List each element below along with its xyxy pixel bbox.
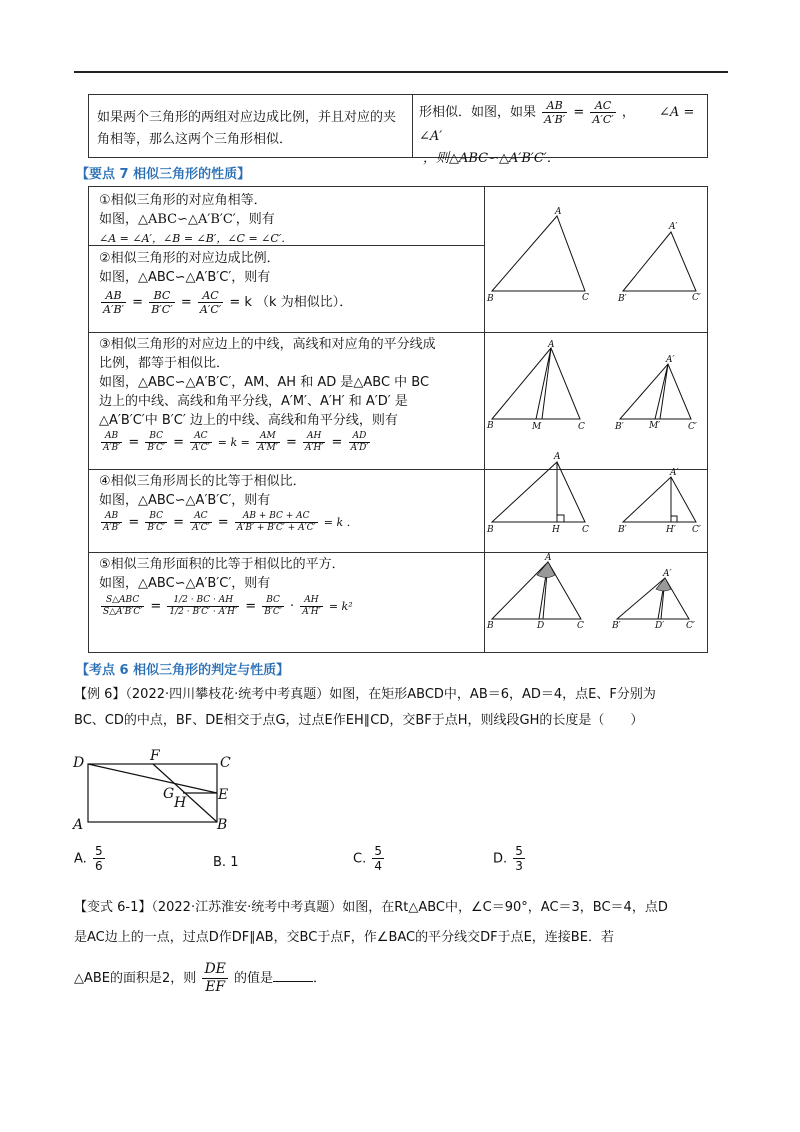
svg-text:B: B <box>487 421 494 431</box>
option-b[interactable]: B. 1 <box>213 855 239 870</box>
svg-text:C′: C′ <box>688 422 697 432</box>
option-c[interactable]: C. $\frac{5}{4}$ <box>353 844 382 874</box>
svg-text:A′: A′ <box>666 355 675 365</box>
property-4: ④相似三角形周长的比等于相似比． 如图，△ABC∽△A′B′C′，则有 $\frac{AB}{A'B'}$ = $\frac{BC}{B'C'}$ = $\frac{AC}{A'C'}$ = $\frac{AB + BC + AC}{A'B' + B'C' + A'C'}$ = k ． <box>99 474 358 533</box>
svg-text:C: C <box>578 422 585 432</box>
svg-text:A′: A′ <box>663 569 672 579</box>
svg-text:A′: A′ <box>670 468 679 478</box>
svg-text:H: H <box>552 525 560 535</box>
criteria-text: 如果两个三角形的两组对应边成比例，并且对应的夹角相等，那么这两个三角形相似． <box>89 95 413 157</box>
section-heading-6: 【考点 6 相似三角形的判定与性质】 <box>76 663 290 678</box>
svg-text:M: M <box>532 422 542 432</box>
svg-text:H′: H′ <box>666 525 676 535</box>
svg-text:A: A <box>548 340 555 350</box>
svg-text:D: D <box>73 755 85 771</box>
fraction-ac: $\frac{AC}{A'C'}$ <box>592 99 614 127</box>
rectangle-figure <box>68 748 238 836</box>
svg-text:A′: A′ <box>669 222 678 232</box>
svg-text:C: C <box>577 621 584 631</box>
svg-text:C′: C′ <box>686 621 695 631</box>
variant-6-1-text: 【变式 6-1】（2022·江苏淮安·统考中考真题）如图，在Rt△ABC中，∠C＝90°，AC＝3，BC＝4，点D 是AC边上的一点，过点D作DF∥AB，交BC于点F，作∠BAC的平分线交DF于点E，连接BE．若 △ABE的面积是2，则 $\frac{DE}{EF}$ 的值是 ． <box>74 900 668 995</box>
svg-text:G: G <box>163 786 175 802</box>
svg-text:B: B <box>487 294 494 304</box>
svg-text:B′: B′ <box>612 621 621 631</box>
similar-triangles-figures <box>485 187 707 652</box>
svg-text:E: E <box>218 787 229 803</box>
header-rule <box>74 71 728 73</box>
option-a[interactable]: A. $\frac{5}{6}$ <box>74 844 103 874</box>
property-2: ②相似三角形的对应边成比例． 如图，△ABC∽△A′B′C′，则有 $\frac{AB}{A'B'}$ = $\frac{BC}{B'C'}$ = $\frac{AC}{A'C'}$ = k （k 为相似比）． <box>99 251 353 317</box>
option-d[interactable]: D. $\frac{5}{3}$ <box>493 844 523 874</box>
label-a1: A <box>555 207 562 217</box>
svg-text:C′: C′ <box>692 293 701 303</box>
svg-text:A: A <box>545 553 552 563</box>
svg-text:B′: B′ <box>618 294 627 304</box>
svg-text:C: C <box>582 293 589 303</box>
svg-text:B′: B′ <box>618 525 627 535</box>
svg-text:D′: D′ <box>655 621 665 631</box>
criteria-formula: 形相似．如图，如果 $\frac{AB}{A'B'}$ = $\frac{AC}{A'C'}$ ， ∠A = ∠A′ ，则△ABC∽△A′B′C′． <box>419 99 695 167</box>
svg-text:D: D <box>537 621 545 631</box>
svg-text:A: A <box>554 452 561 462</box>
svg-text:A: A <box>73 817 84 833</box>
svg-text:C: C <box>582 525 589 535</box>
property-3: ③相似三角形的对应边上的中线，高线和对应角的平分线成 比例，都等于相似比． 如图，△ABC∽△A′B′C′，AM、AH 和 AD 是△ABC 中 BC 边上的中线、高线和角平分线，A′M′、A′H′ 和 A′D′ 是 △A′B′C′中 B′C′ 边上的中线、高线和角平分线，则有 $\frac{AB}{A'B'}$ = $\frac{BC}{B'C'}$ = $\frac{AC}{A'C'}$ = k = $\frac{AM}{A'M'}$ = $\frac{AH}{A'H'}$ = $\frac{AD}{A'D'}$ <box>99 337 436 453</box>
angle-condition: ∠A = ∠A′ <box>419 105 695 145</box>
svg-text:H: H <box>174 795 187 811</box>
svg-text:B′: B′ <box>615 422 624 432</box>
fraction-ab: $\frac{AB}{A'B'}$ <box>544 99 566 127</box>
svg-text:B: B <box>487 525 494 535</box>
example-6-text: 【例 6】（2022·四川攀枝花·统考中考真题）如图，在矩形ABCD中，AB＝6，AD＝4，点E、F分别为 BC、CD的中点，BF、DE相交于点G，过点E作EH∥CD，交BF于点H，则线段GH的长度是（ ） <box>74 687 656 728</box>
svg-text:C′: C′ <box>692 525 701 535</box>
section-heading-7: 【要点 7 相似三角形的性质】 <box>76 167 251 182</box>
svg-text:B: B <box>487 621 494 631</box>
answer-blank[interactable] <box>273 981 313 982</box>
svg-text:B: B <box>217 817 228 833</box>
property-5: ⑤相似三角形面积的比等于相似比的平方． 如图，△ABC∽△A′B′C′，则有 $\frac{\text{S△ABC}}{S\triangle A'B'C'}$ = $\frac{1/2 \cdot BC \cdot AH}{1/2 \cdot B'C' \cdot A'H'}$ = $\frac{BC}{B'C'}$ · $\frac{AH}{A'H'}$ = k² <box>99 557 353 617</box>
svg-text:M′: M′ <box>649 421 661 431</box>
similar-conclusion: ，则△ABC∽△A′B′C′． <box>423 151 560 167</box>
svg-text:F: F <box>150 748 160 764</box>
properties-table <box>88 186 708 653</box>
criteria-table-row <box>88 94 708 167</box>
svg-text:C: C <box>220 755 231 771</box>
property-1: ①相似三角形的对应角相等． 如图，△ABC∽△A′B′C′，则有 ∠A = ∠A′，∠B = ∠B′，∠C = ∠C′． <box>99 193 293 245</box>
